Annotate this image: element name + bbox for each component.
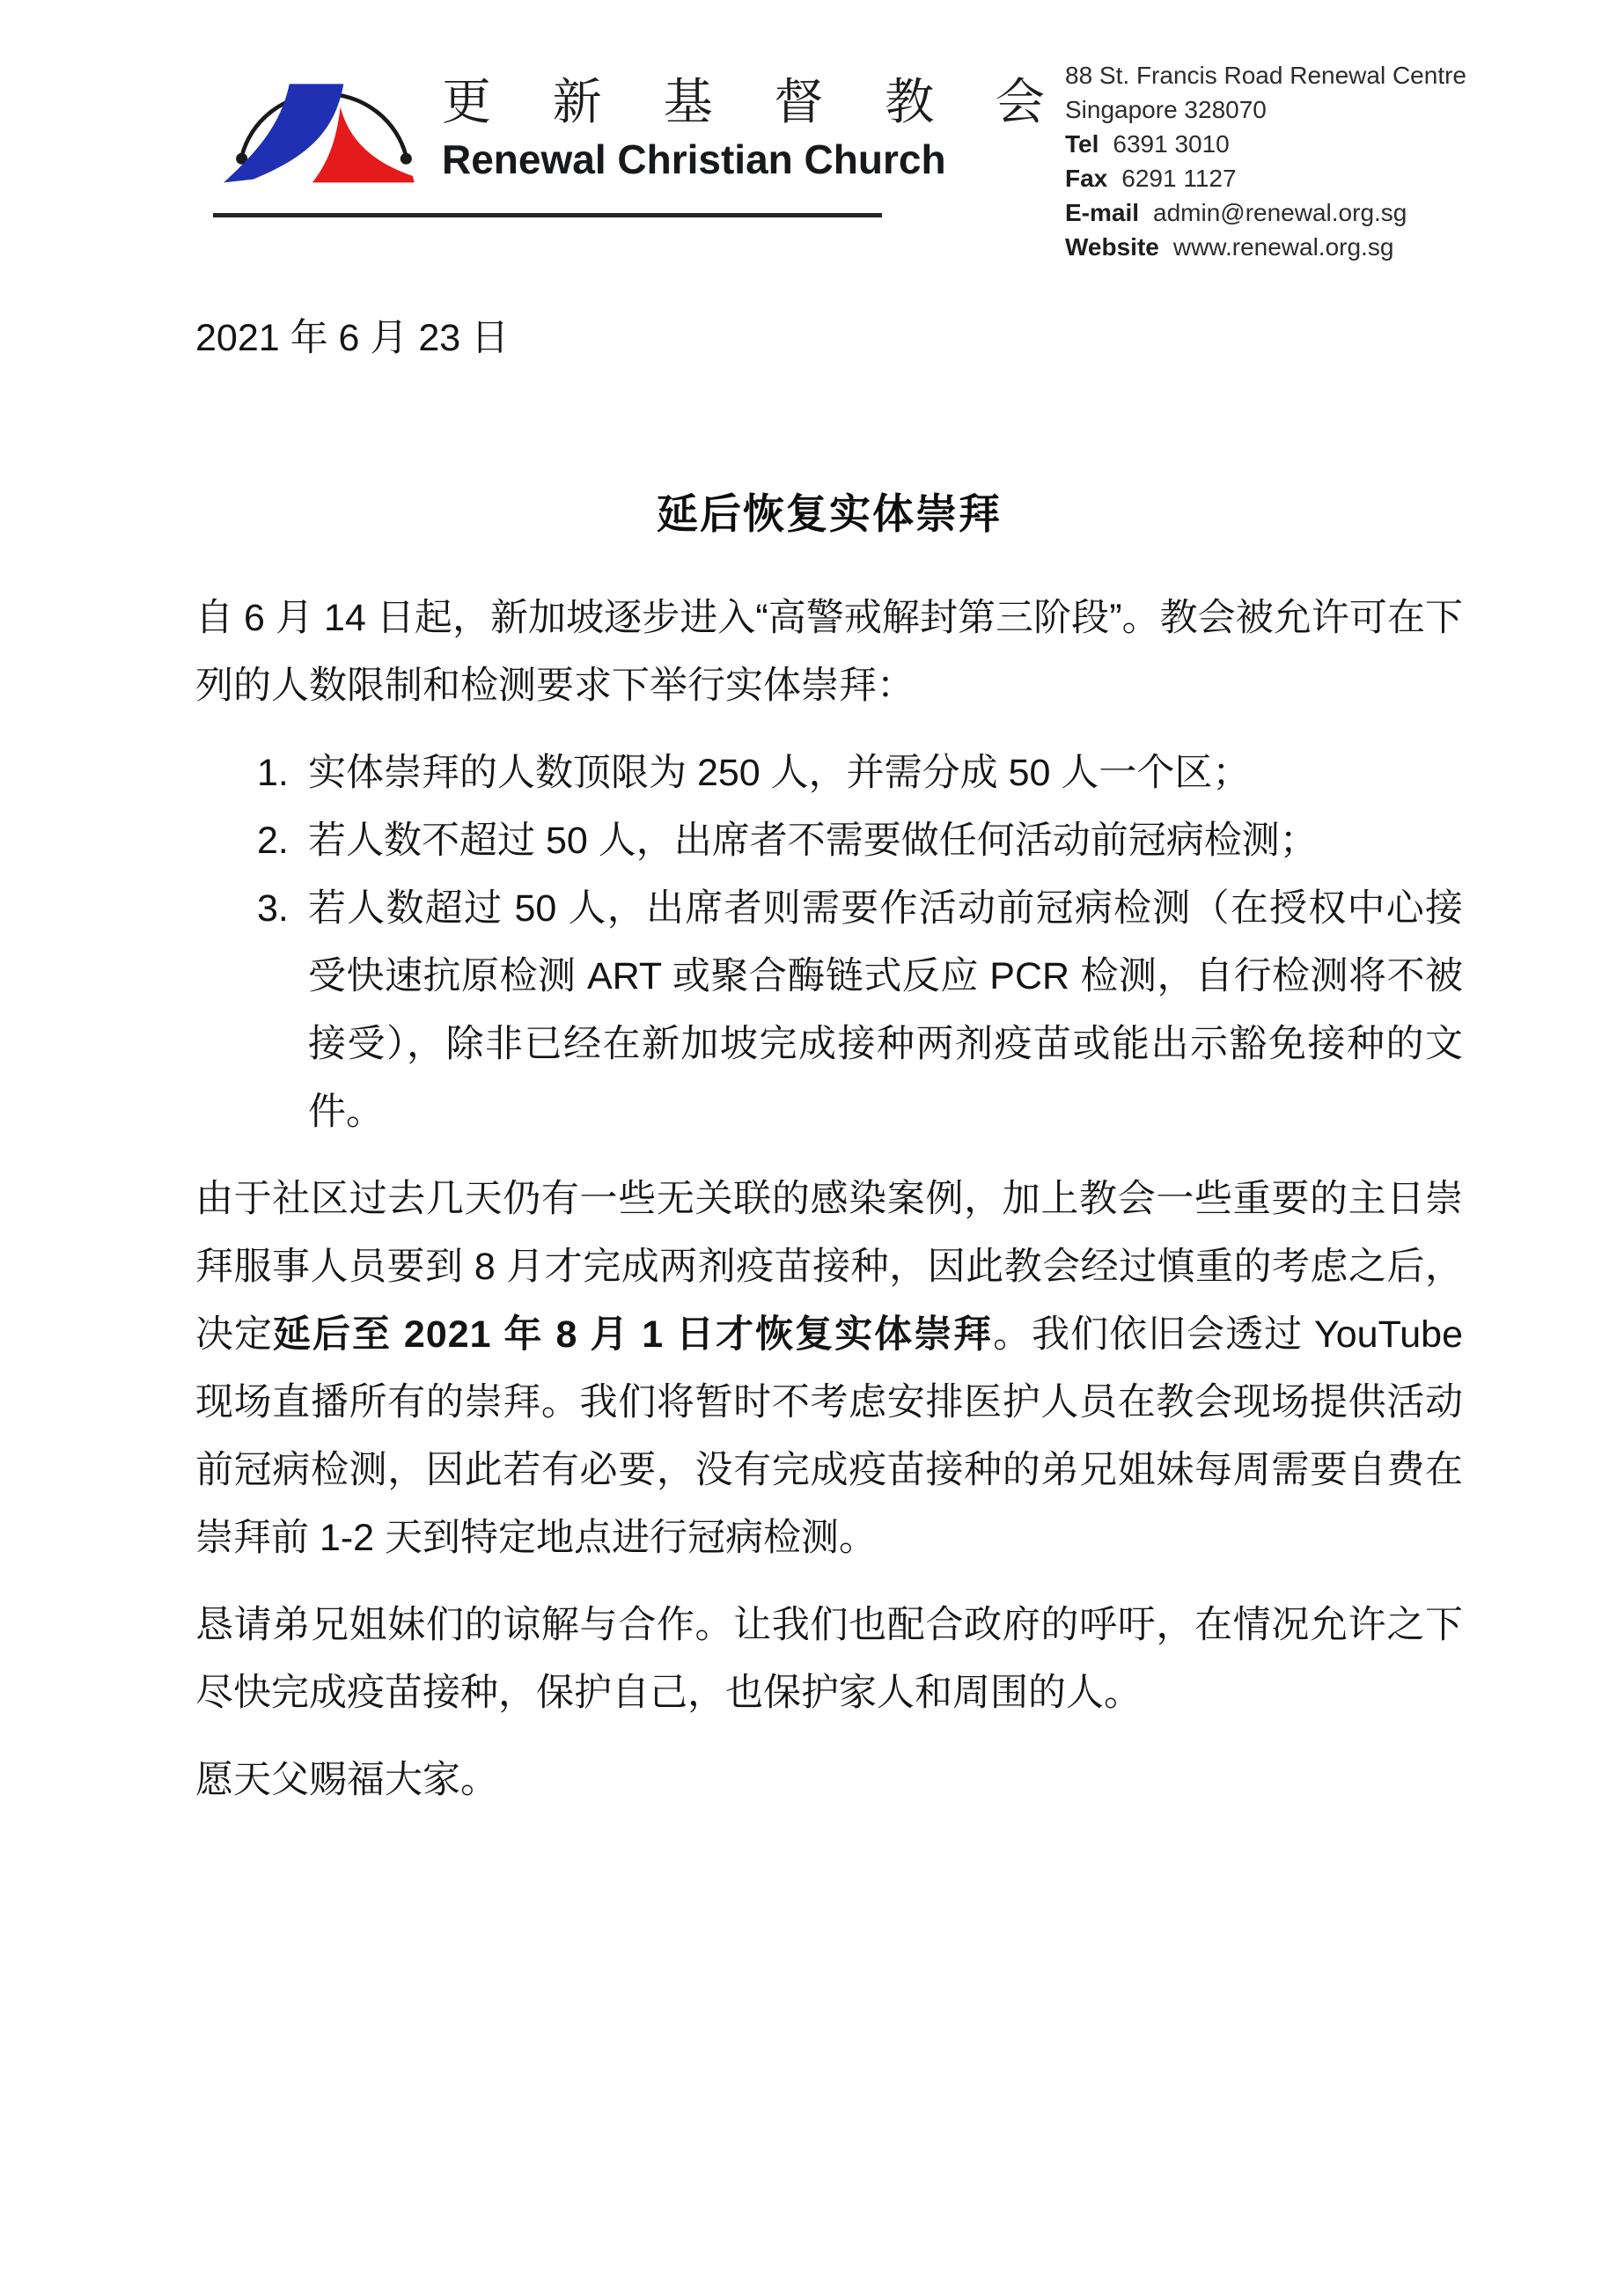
decision-text-after: 。我们依旧会透过 YouTube 现场直播所有的崇拜。我们将暂时不考虑安排医护人员在教会现场提供活动前冠病检测，因此若有必要，没有完成疫苗接种的弟兄姐妹每周需要自费在崇拜前 1-2 天到特定地点进行冠病检测。 xyxy=(195,1313,1463,1559)
contact-address-line1: 88 St. Francis Road Renewal Centre xyxy=(1065,62,1466,89)
list-item-text: 若人数不超过 50 人，出席者不需要做任何活动前冠病检测； xyxy=(308,820,1318,862)
list-item-text: 若人数超过 50 人，出席者则需要作活动前冠病检测（在授权中心接受快速抗原检测 ART 或聚合酶链式反应 PCR 检测，自行检测将不被接受），除非已经在新加坡完成接种两剂疫苗或能出示豁免接种的文件。 xyxy=(308,887,1463,1133)
letter-date: 2021 年 6 月 23 日 xyxy=(195,317,510,359)
letter-title: 延后恢复实体崇拜 xyxy=(657,490,1002,537)
contact-address-line2: Singapore 328070 xyxy=(1065,96,1267,123)
list-item-number: 3. xyxy=(257,887,289,930)
contact-block xyxy=(1065,51,1466,264)
contact-tel xyxy=(1065,127,1463,161)
contact-website xyxy=(1065,230,1463,264)
brand-names xyxy=(442,51,1068,183)
tel-value: 6391 3010 xyxy=(1113,130,1230,158)
email-label: E-mail xyxy=(1065,199,1140,226)
list-item-number: 2. xyxy=(257,820,289,862)
list-item-number: 1. xyxy=(257,752,289,794)
website-label: Website xyxy=(1065,233,1159,261)
letterhead xyxy=(195,51,1466,264)
website-value: www.renewal.org.sg xyxy=(1172,233,1394,261)
fax-value: 6291 1127 xyxy=(1121,165,1237,192)
email-value: admin@renewal.org.sg xyxy=(1153,199,1407,226)
brand-block xyxy=(195,51,1069,217)
letter-body xyxy=(195,585,1463,1814)
list-item xyxy=(257,875,1463,1146)
paragraph-intro: 自 6 月 14 日起，新加坡逐步进入“高警戒解封第三阶段”。教会被允许可在下列的人数限制和检测要求下举行实体崇拜： xyxy=(195,597,1463,707)
letterhead-rule xyxy=(213,213,882,217)
paragraph-decision xyxy=(195,1166,1463,1572)
church-name-english: Renewal Christian Church xyxy=(442,136,946,182)
rules-list xyxy=(195,739,1463,1146)
decision-text-bold: 延后至 2021 年 8 月 1 日才恢复实体崇拜 xyxy=(273,1313,994,1356)
church-name-chinese: 更 新 基 督 教 会 xyxy=(442,74,1069,131)
brand-top xyxy=(213,51,1069,199)
decision-text-before: 由于社区过去几天仍有一些无关联的感染案例，加上教会一些重要的主日崇拜服事人员要到 8 月才完成两剂疫苗接种，因此教会经过慎重的考虑之后，决定 xyxy=(195,1178,1463,1356)
church-logo-icon xyxy=(213,51,435,199)
list-item xyxy=(257,807,1463,875)
paragraph-appeal: 恳请弟兄姐妹们的谅解与合作。让我们也配合政府的呼吁，在情况允许之下尽快完成疫苗接种，保护自己，也保护家人和周围的人。 xyxy=(195,1604,1463,1714)
fax-label: Fax xyxy=(1065,165,1108,192)
paragraph-blessing: 愿天父赐福大家。 xyxy=(195,1759,498,1801)
contact-email xyxy=(1065,195,1463,230)
contact-fax xyxy=(1065,161,1463,195)
list-item-text: 实体崇拜的人数顶限为 250 人，并需分成 50 人一个区； xyxy=(308,752,1251,794)
list-item xyxy=(257,739,1463,807)
tel-label: Tel xyxy=(1065,130,1099,158)
